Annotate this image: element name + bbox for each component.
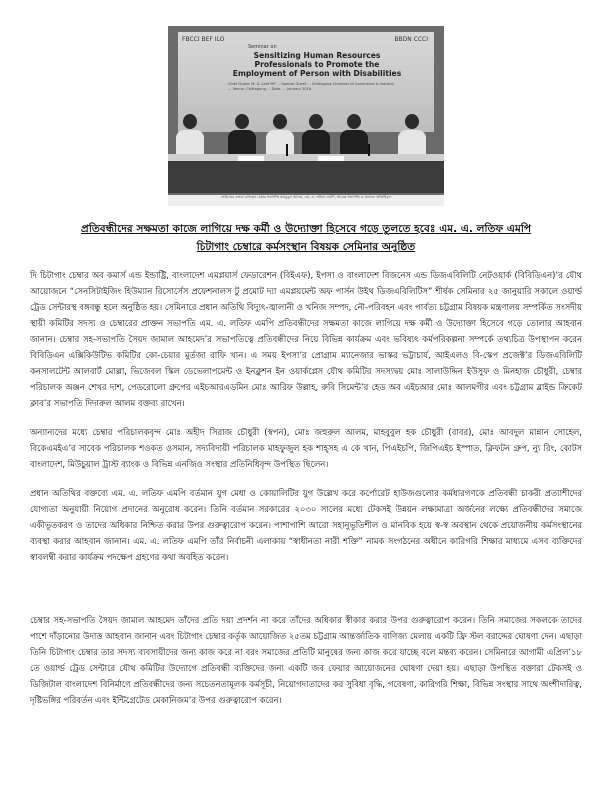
nameplate <box>318 156 344 161</box>
microphone <box>368 144 370 156</box>
paragraph-3: প্রধান অতিথির বক্তব্যে এম. এ. লতিফ এমপি বর্তমান যুগ মেধা ও কোয়ালিটির যুগ উল্লেখ করে কর্পোরেট হাউজগুলোর কর্মধারগণকে প্রতিবন্ধী চাকরী প্রত্যাশীদের যোগ্যতা অনুযায়ী নিয়োগ প্রদানের অনুরোধ করেন। তিনি বর্তমান সরকারের ২০৩০ সালের মধ্যে টেকসই উন্নয়ন লক্ষ্যমাত্রা অর্জনের লক্ষ্যে প্রতিবন্ধীদের সমাজে একীভূতকরণ ও তাদের অধিকার নিশ্চিত করার উপর গুরুত্বারোপ করেন। পাশাপাশি আরো সহানুভূতিশীল ও মানবিক হয়ে স্ব-স্ব অবস্থান থেকে প্রয়োজনীয় কর্মসংস্থানের ব্যবস্থা করার আহবান জানান। এম. এ. লতিফ এমপি তাঁর নির্বাচনী এলাকায় “স্বাধীনতা নারী শক্তি” নামক সংগঠনের অধীনে কারিগরি শিক্ষার মাধ্যমে এসব ব্যক্তিদের স্বাবলম্বী করার কার্যক্রম পদক্ষেপ গ্রহণের কথা অবহিত করেন। <box>30 488 583 562</box>
photo-caption: সেমিনারে বক্তব্য রাখছেন চেম্বার সভাপতি মাহবুবুল আলম, এম. এ. লতিফ এমপি, সাবেক সভাপতি ও অন্যান্য অতিথিবৃন্দ <box>168 195 444 206</box>
banner-info: Chief Guest: M. A. Latif MP ... Special Guest ... Chittagong Chamber of Commerce & Industry ... Venue: Chittagong ... Date: ... January 2018 <box>228 82 395 92</box>
panelist <box>340 114 368 158</box>
headline-line-2: চিটাগাং চেম্বারে কর্মসংস্থান বিষয়ক সেমিনার অনুষ্ঠিত <box>196 241 416 253</box>
banner-seminar-label: Seminar on <box>248 44 277 50</box>
panelist <box>398 114 426 158</box>
panelist <box>176 114 204 158</box>
panelist <box>228 114 256 158</box>
panelist <box>266 114 294 158</box>
panelist <box>302 114 330 158</box>
paragraph-1: দি চিটাগাং চেম্বার অব কমার্স এন্ড ইন্ডাষ্ট্রি, বাংলাদেশ এমপ্লয়ার্স ফেডারেশন (বিইএফ), ইপসা ও বাংলাদেশ বিজনেস এন্ড ডিজএবিলিটি নেটওয়ার্ক (বিবিডিএন)’র যৌথ আয়োজনে “সেনসিটাইজিং হিউম্যান রিসোর্সেস প্রফেশনালস টু প্রমোট দ্যা এমপ্লয়মেন্ট অফ পার্সন উইথ ডিজএবিলিটিস” শীর্ষক সেমিনার ২৫ জানুয়ারি সকালে ওয়ার্ল্ড ট্রেড সেন্টারস্থ বঙ্গবন্ধু হলে অনুষ্ঠিত হয়। সেমিনারে প্রধান অতিথি বিদ্যুৎ-জ্বালানী ও খনিজ সম্পদ, নৌ-পরিবহন এবং পার্বত্য চট্টগ্রাম বিষয়ক মন্ত্রণালয় সম্পর্কিত সংসদীয় স্থায়ী কমিটির সদস্য ও চেম্বারের প্রাক্তন সভাপতি এম. এ. লতিফ এমপি প্রতিবন্ধীদের সক্ষমতা কাজে লাগিয়ে দক্ষ কর্মী ও উদ্যোক্তা হিসেবে গড়ে তোলার আহবান জানান। চেম্বার সহ-সভাপতি সৈয়দ জামাল আহমেদ’র সভাপতিত্বে প্রতিবন্ধীদের নিয়ে বিভিন্ন কার্যক্রম এবং ভবিষ্যৎ কর্মপরিকল্পনা সম্পর্কে তথ্যচিত্র উপস্থাপন করেন বিবিডিএন এক্সিকিউটিভ কমিটির কো-চেয়ার মুর্তজা রাফি খান। এ সময় ইপসা’র প্রোগ্রাম ম্যানেজার ভাস্কর ভট্টাচার্য, আইএলও বি-স্কেপ প্রজেক্ট’র ডিজএবিলিটি কনসালটেন্ট আলবার্ট মোল্লা, ভিজেবল স্কিল ডেভেলাপমেন্ট ও ইনক্লুশন ইন ওয়ার্কপ্লেস যৌথ কমিটির সদস্যদ্বয় মোঃ সালাউদ্দিন ইউসুফ ও মিনহাজ চৌধুরী, চেম্বার পরিচালক অঞ্জন শেখর দাশ, পেডরোলো গ্রুপের এইচআরএডমিন মোঃ আরিফ উল্লাহ, রুবি সিমেন্ট’র হেড অব এইচআর মোঃ আলমগীর এবং চট্টগ্রাম ব্লাইন্ড ক্রিকেট ক্লাব’র সভাপতি দিদারুল আলম বক্তব্য রাখেন। <box>30 270 582 408</box>
banner-logos-left: FBCCI BEF ILO <box>182 36 225 43</box>
headline <box>80 220 532 256</box>
headline-line-1: প্রতিবন্ধীদের সক্ষমতা কাজে লাগিয়ে দক্ষ কর্মী ও উদ্যোক্তা হিসেবে গড়ে তুলতে হবেঃ এম. এ. লতিফ এমপি <box>80 223 532 235</box>
microphone <box>286 144 288 156</box>
nameplate <box>238 156 264 161</box>
paragraph-4: চেম্বার সহ-সভাপতি সৈয়দ জামাল আহমেদ তাঁদের প্রতি দয়া প্রদর্শন না করে তাঁদের অধিকার স্বীকার করার উপর গুরুত্বারোপ করেন। তিনি সমাজের সকলকে তাদের পাশে দাঁড়ানোর উদাত্ত আহবান জানান এবং চিটাগাং চেম্বার কর্তৃক আয়োজিত ২৫তম চট্টগ্রাম আন্তর্জাতিক বাণিজ্য মেলায় একটি ফ্রি স্টল বরাদ্দের ঘোষণা দেন। এছাড়া তিনি চিটাগাং চেম্বার তার সদস্য ব্যবসায়ীদের জন্য কাজ করে না বরং সমাজের প্রতিটি মানুষের জন্য কাজ করে যাচ্ছে বলে মন্তব্য করেন। সেমিনারে আগামী এপ্রিল’১৮ তে ওয়ার্ল্ড ট্রেড সেন্টারে যৌথ কমিটির উদ্যোগে প্রতিবন্ধী ব্যক্তিদের জন্য একটি জব ফেয়ার আয়োজনের ঘোষণা দেয়া হয়। এছাড়া উপস্থিত বক্তারা টেকসই ও ডিজিটাল বাংলাদেশ বিনির্মাণে প্রতিবন্ধীদের জন্য সচেতনতামূলক কর্মসূচী, নিয়োগদাতাদের কর সুবিধা বৃদ্ধি, গবেষণা, কারিগরি শিক্ষা, বিভিন্ন সংস্থার সাথে অংশীদারিত্ব, দৃষ্টিভঙ্গির পরিবর্তন এবং ইন্টিগ্রেটেড মেকানিজম’র উপর গুরুত্বারোপ করেন। <box>30 615 582 705</box>
table-front <box>168 161 444 193</box>
seminar-photo <box>168 26 444 206</box>
banner-title: Sensitizing Human Resources Professionals to Promote the Employment of Person with Disabilities <box>232 51 402 78</box>
banner-logos-right: BBDN CCCI <box>394 36 428 43</box>
paragraph-2: অন্যান্যদের মধ্যে চেম্বার পরিচালকবৃন্দ মোঃ অহীদ সিরাজ চৌধুরী (স্বপন), মোঃ জহুরুল আলম, মাহবুবুল হক চৌধুরী (বাবর), মোঃ আবদুল মান্নান সোহেল, বিকেএমইএ’র সাবেক পরিচালক শওকত ওসমান, সদ্যবিদায়ী পরিচালক মাহফুজুল হক শাহ্‌সহ এ কে খান, পিএইচপি, জিপিএইচ ইস্পাত, ক্লিফটন গ্রুপ, ন্যু রিং, কোটস বাংলাদেশ, মিউচুয়াল ট্রাস্ট ব্যাংক ও বিভিন্ন এনজিও সংস্থার প্রতিনিধিবৃন্দ উপস্থিত ছিলেন। <box>30 427 582 469</box>
